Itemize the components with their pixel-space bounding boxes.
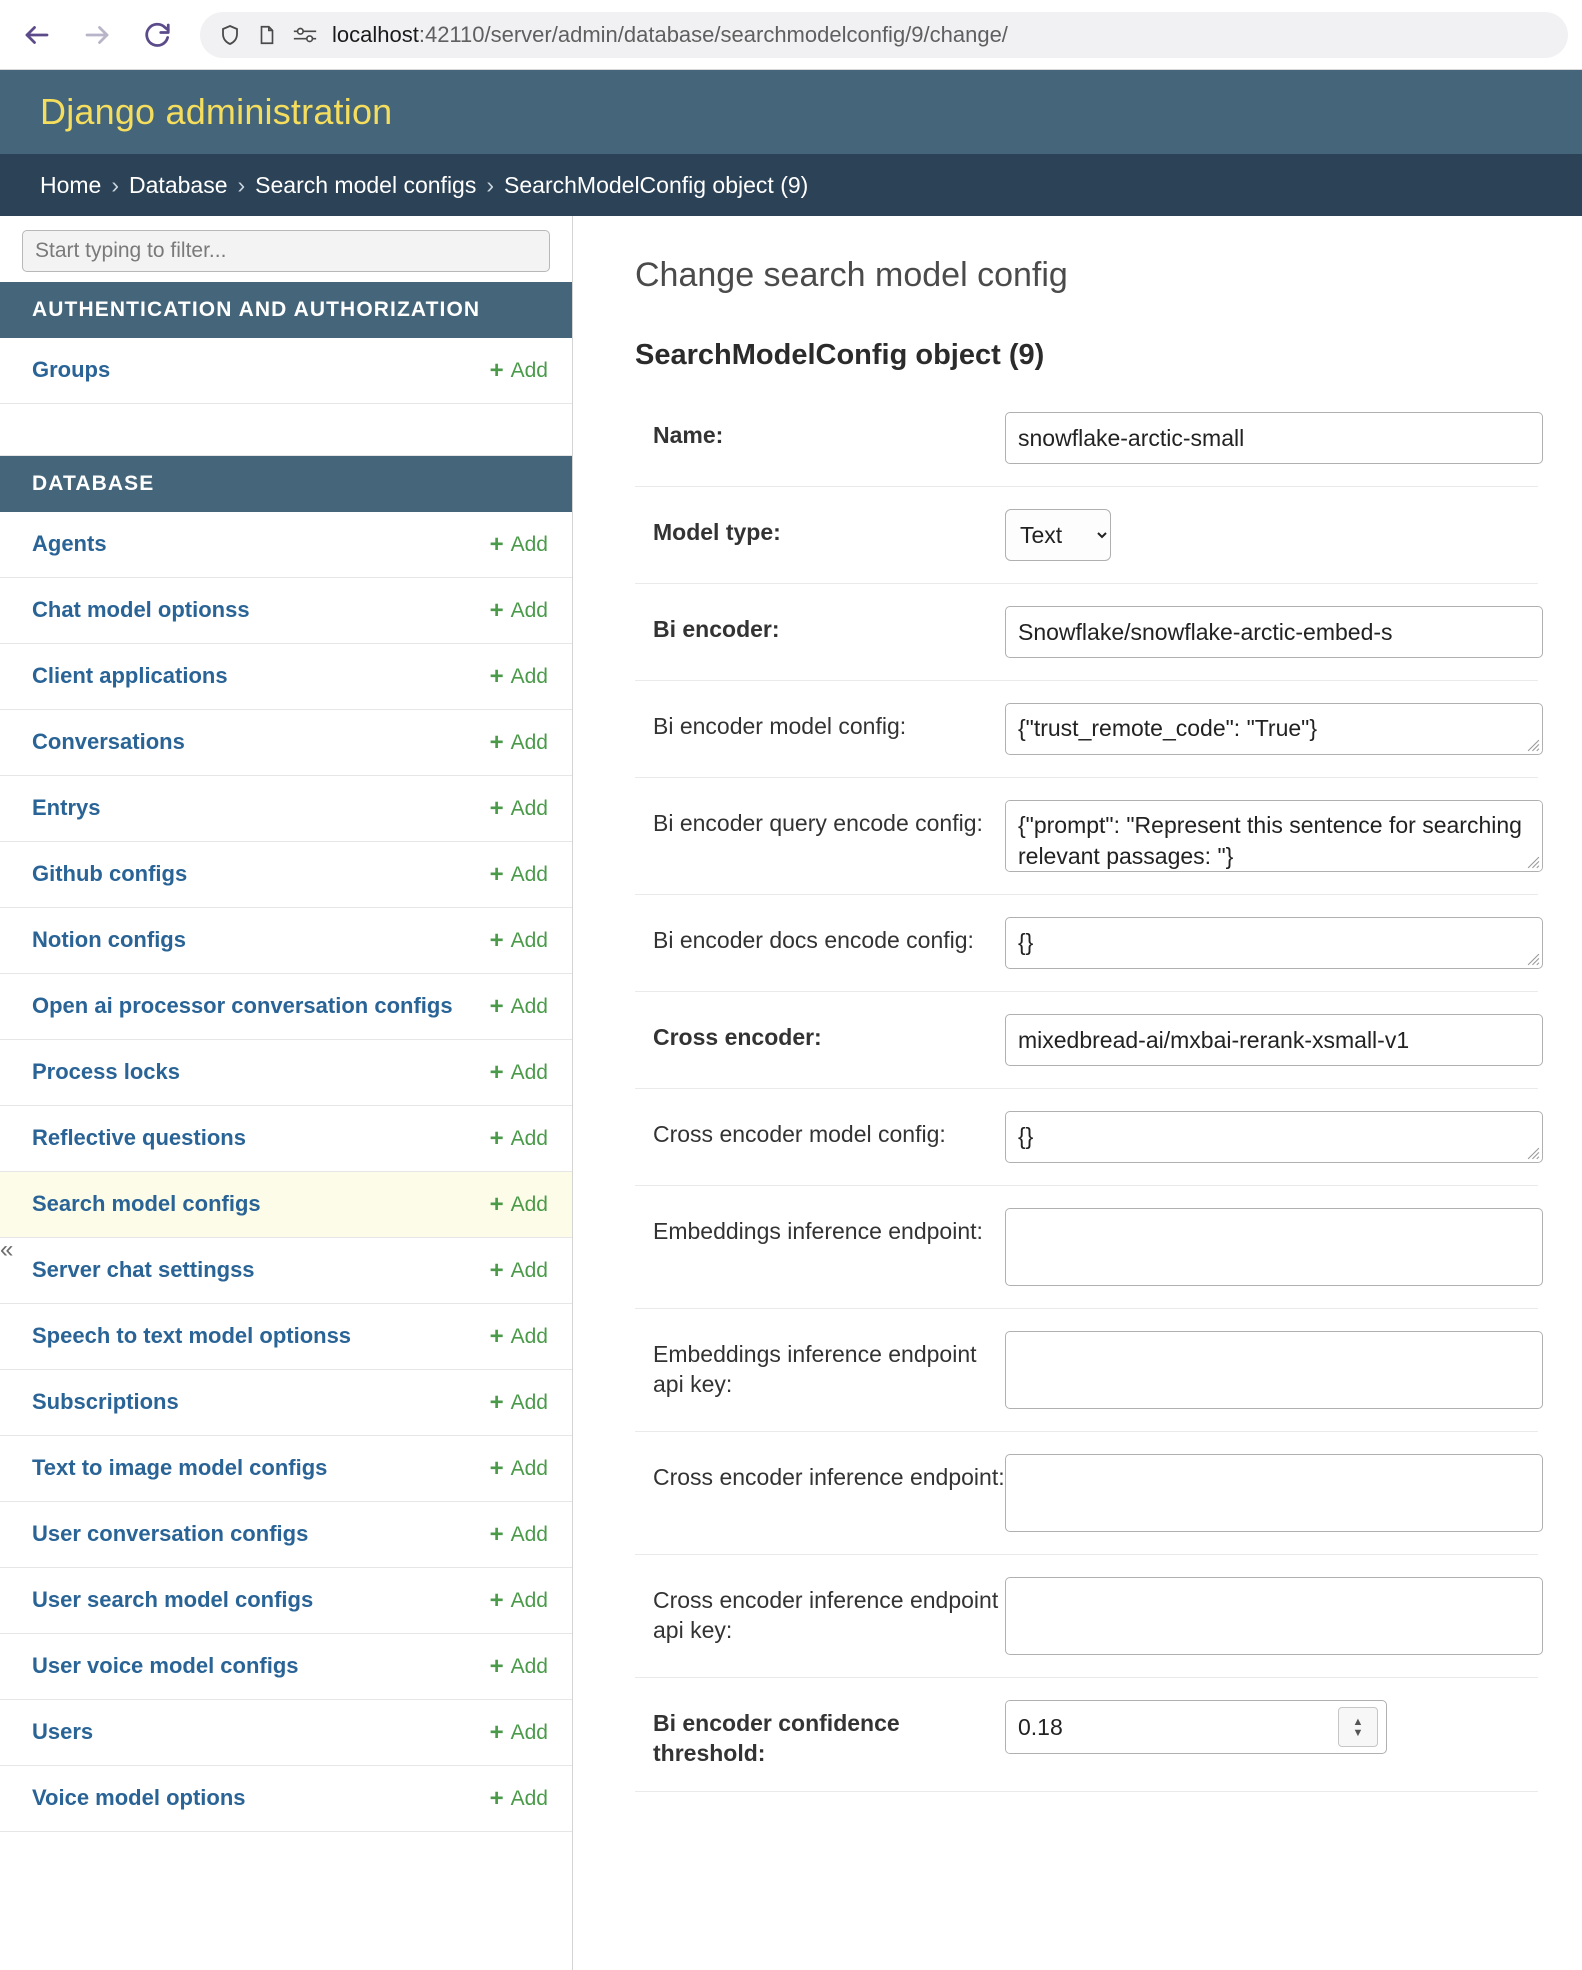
page-title: Change search model config — [635, 256, 1068, 294]
field-wrap-bi-encoder-confidence-threshold — [1005, 1700, 1538, 1754]
textarea-wrap-embeddings-inference-endpoint-api-key — [1005, 1331, 1543, 1409]
breadcrumb-search-model-configs[interactable]: Search model configs — [255, 171, 477, 198]
form-row-embeddings-inference-endpoint — [635, 1186, 1538, 1309]
form-row-bi-encoder — [635, 584, 1538, 681]
sidebar-add-link[interactable] — [489, 926, 548, 954]
forward-arrow-icon[interactable] — [74, 12, 120, 58]
reload-icon[interactable] — [134, 12, 180, 58]
sidebar-item-reflective-questions[interactable] — [0, 1106, 572, 1172]
sidebar-add-label: Add — [510, 664, 548, 688]
url-host: localhost — [332, 21, 419, 47]
browser-toolbar — [0, 0, 1582, 70]
sidebar-add-link[interactable] — [489, 794, 548, 822]
sidebar-item-process-locks[interactable] — [0, 1040, 572, 1106]
site-settings-icon[interactable] — [292, 23, 318, 47]
sidebar-add-label: Add — [510, 1324, 548, 1348]
sidebar-item-label[interactable]: Search model configs — [32, 1191, 261, 1217]
sidebar-item-label[interactable]: Users — [32, 1719, 94, 1745]
sidebar-item-label[interactable]: Agents — [32, 531, 107, 557]
quantity-stepper[interactable]: ▲ ▼ — [1338, 1707, 1378, 1747]
field-wrap-name — [1005, 412, 1543, 464]
form-row-cross-encoder-inference-endpoint-api-key — [635, 1555, 1538, 1678]
field-wrap-model-type — [1005, 509, 1538, 561]
field-wrap-cross-encoder-inference-endpoint — [1005, 1454, 1543, 1532]
sidebar-item-label[interactable]: Entrys — [32, 795, 101, 821]
sidebar-item-label[interactable]: Github configs — [32, 861, 188, 887]
field-label-bi-encoder: Bi encoder: — [653, 616, 780, 642]
back-arrow-icon[interactable] — [14, 12, 60, 58]
breadcrumb-separator: › — [486, 171, 495, 198]
form-row-model-type — [635, 487, 1538, 584]
sidebar-add-label: Add — [510, 1720, 548, 1744]
textarea-bi-encoder-model-config[interactable] — [1005, 703, 1543, 755]
plus-icon: + — [489, 1256, 504, 1284]
plus-icon: + — [489, 1322, 504, 1350]
textarea-bi-encoder-query-encode-config[interactable] — [1005, 800, 1543, 872]
sidebar-add-link[interactable] — [489, 1652, 548, 1680]
plus-icon: + — [489, 794, 504, 822]
textarea-wrap-embeddings-inference-endpoint — [1005, 1208, 1543, 1286]
input-cross-encoder[interactable] — [1005, 1014, 1543, 1066]
sidebar-add-label: Add — [510, 862, 548, 886]
sidebar-add-label: Add — [510, 358, 548, 382]
form-row-embeddings-inference-endpoint-api-key — [635, 1309, 1538, 1432]
plus-icon: + — [489, 992, 504, 1020]
textarea-embeddings-inference-endpoint-api-key[interactable] — [1005, 1331, 1543, 1409]
plus-icon: + — [489, 860, 504, 888]
sidebar-item-github-configs[interactable] — [0, 842, 572, 908]
field-label-cross-encoder-inference-endpoint: Cross encoder inference endpoint: — [653, 1464, 1005, 1490]
field-label-cross-encoder-inference-endpoint-api-key: Cross encoder inference endpoint api key: — [653, 1587, 999, 1644]
sidebar-add-label: Add — [510, 1192, 548, 1216]
page-icon — [256, 23, 278, 47]
breadcrumb-database[interactable]: Database — [129, 171, 228, 198]
sidebar-item-entrys[interactable] — [0, 776, 572, 842]
main-content — [573, 216, 1582, 1970]
sidebar-item-label[interactable]: Chat model optionss — [32, 597, 250, 623]
sidebar-item-server-chat-settingss[interactable] — [0, 1238, 572, 1304]
sidebar-add-link[interactable] — [489, 662, 548, 690]
field-label-bi-encoder-confidence-threshold: Bi encoder confidence threshold: — [653, 1710, 900, 1767]
sidebar-groups — [0, 282, 572, 1832]
textarea-wrap-cross-encoder-inference-endpoint — [1005, 1454, 1543, 1532]
object-title: SearchModelConfig object (9) — [635, 339, 1045, 371]
field-wrap-bi-encoder-docs-encode-config — [1005, 917, 1543, 969]
sidebar-item-label[interactable]: Server chat settingss — [32, 1257, 255, 1283]
breadcrumb-current: SearchModelConfig object (9) — [504, 171, 809, 198]
textarea-wrap-cross-encoder-model-config — [1005, 1111, 1543, 1163]
sidebar-item-label[interactable]: User conversation configs — [32, 1521, 309, 1547]
sidebar-item-conversations[interactable] — [0, 710, 572, 776]
breadcrumb-separator: › — [237, 171, 246, 198]
plus-icon: + — [489, 926, 504, 954]
sidebar-add-link[interactable] — [489, 728, 548, 756]
sidebar-item-label[interactable]: Notion configs — [32, 927, 186, 953]
textarea-wrap-cross-encoder-inference-endpoint-api-key — [1005, 1577, 1543, 1655]
plus-icon: + — [489, 1784, 504, 1812]
sidebar-add-label: Add — [510, 1654, 548, 1678]
sidebar-add-link[interactable] — [489, 1520, 548, 1548]
plus-icon: + — [489, 530, 504, 558]
textarea-cross-encoder-model-config[interactable] — [1005, 1111, 1543, 1163]
field-label-embeddings-inference-endpoint-api-key: Embeddings inference endpoint api key: — [653, 1341, 977, 1398]
field-label-cross-encoder: Cross encoder: — [653, 1024, 822, 1050]
sidebar-item-agents[interactable] — [0, 512, 572, 578]
sidebar — [0, 216, 573, 1970]
sidebar-add-label: Add — [510, 796, 548, 820]
textarea-embeddings-inference-endpoint[interactable] — [1005, 1208, 1543, 1286]
field-label-name: Name: — [653, 422, 724, 448]
sidebar-app-header: AUTHENTICATION AND AUTHORIZATION — [0, 282, 572, 338]
form-row-bi-encoder-query-encode-config — [635, 778, 1538, 895]
select-model-type[interactable] — [1005, 509, 1111, 561]
plus-icon: + — [489, 356, 504, 384]
sidebar-filter-input[interactable] — [22, 230, 550, 272]
sidebar-add-label: Add — [510, 1786, 548, 1810]
sidebar-item-label[interactable]: Process locks — [32, 1059, 180, 1085]
field-wrap-cross-encoder-inference-endpoint-api-key — [1005, 1577, 1543, 1655]
form-row-cross-encoder-inference-endpoint — [635, 1432, 1538, 1555]
sidebar-add-link[interactable] — [489, 992, 548, 1020]
sidebar-item-voice-model-options[interactable] — [0, 1766, 572, 1832]
textarea-wrap-bi-encoder-query-encode-config — [1005, 800, 1543, 872]
sidebar-filter-wrap — [0, 216, 572, 282]
sidebar-add-label: Add — [510, 730, 548, 754]
sidebar-item-subscriptions[interactable] — [0, 1370, 572, 1436]
input-name[interactable] — [1005, 412, 1543, 464]
sidebar-add-link[interactable] — [489, 1586, 548, 1614]
sidebar-add-link[interactable] — [489, 530, 548, 558]
plus-icon: + — [489, 1718, 504, 1746]
sidebar-item-label[interactable]: Open ai processor conversation configs — [32, 993, 453, 1019]
sidebar-app-header: DATABASE — [0, 456, 572, 512]
sidebar-item-user-search-model-configs[interactable] — [0, 1568, 572, 1634]
sidebar-item-label[interactable]: Text to image model configs — [32, 1455, 328, 1481]
field-label-bi-encoder-model-config: Bi encoder model config: — [653, 713, 907, 739]
sidebar-item-label[interactable]: Conversations — [32, 729, 185, 755]
field-label-embeddings-inference-endpoint: Embeddings inference endpoint: — [653, 1218, 983, 1244]
sidebar-item-client-applications[interactable] — [0, 644, 572, 710]
sidebar-item-label[interactable]: Speech to text model optionss — [32, 1323, 352, 1349]
sidebar-add-link[interactable] — [489, 1718, 548, 1746]
field-label-cross-encoder-model-config: Cross encoder model config: — [653, 1121, 946, 1147]
field-wrap-embeddings-inference-endpoint-api-key — [1005, 1331, 1543, 1409]
sidebar-item-user-conversation-configs[interactable] — [0, 1502, 572, 1568]
sidebar-item-label[interactable]: Groups — [32, 357, 111, 383]
sidebar-item-text-to-image-model-configs[interactable] — [0, 1436, 572, 1502]
sidebar-item-speech-to-text-model-optionss[interactable] — [0, 1304, 572, 1370]
sidebar-item-users[interactable] — [0, 1700, 572, 1766]
sidebar-add-label: Add — [510, 598, 548, 622]
plus-icon: + — [489, 1190, 504, 1218]
sidebar-add-link[interactable] — [489, 1454, 548, 1482]
sidebar-group-spacer — [0, 404, 572, 456]
sidebar-add-link[interactable] — [489, 1124, 548, 1152]
form-row-cross-encoder-model-config — [635, 1089, 1538, 1186]
sidebar-add-label: Add — [510, 994, 548, 1018]
sidebar-add-label: Add — [510, 928, 548, 952]
sidebar-item-notion-configs[interactable] — [0, 908, 572, 974]
breadcrumb — [0, 154, 1582, 216]
plus-icon: + — [489, 1652, 504, 1680]
form-row-bi-encoder-confidence-threshold — [635, 1678, 1538, 1792]
sidebar-add-label: Add — [510, 1390, 548, 1414]
plus-icon: + — [489, 1586, 504, 1614]
change-form — [635, 390, 1538, 1792]
sidebar-add-link[interactable] — [489, 1058, 548, 1086]
django-header — [0, 70, 1582, 154]
field-label-bi-encoder-docs-encode-config: Bi encoder docs encode config: — [653, 927, 974, 953]
sidebar-add-link[interactable] — [489, 596, 548, 624]
url-text — [332, 22, 1008, 48]
plus-icon: + — [489, 1520, 504, 1548]
page-body — [0, 216, 1582, 1970]
sidebar-item-user-voice-model-configs[interactable] — [0, 1634, 572, 1700]
sidebar-add-link[interactable] — [489, 356, 548, 384]
sidebar-add-link[interactable] — [489, 1784, 548, 1812]
sidebar-collapse-toggle[interactable]: « — [0, 1236, 14, 1263]
sidebar-add-label: Add — [510, 1258, 548, 1282]
plus-icon: + — [489, 728, 504, 756]
site-title[interactable]: Django administration — [40, 91, 393, 132]
field-wrap-bi-encoder-query-encode-config — [1005, 800, 1543, 872]
sidebar-add-link[interactable] — [489, 1322, 548, 1350]
sidebar-add-label: Add — [510, 1588, 548, 1612]
sidebar-add-label: Add — [510, 1126, 548, 1150]
sidebar-add-label: Add — [510, 1456, 548, 1480]
textarea-wrap-bi-encoder-docs-encode-config — [1005, 917, 1543, 969]
sidebar-add-link[interactable] — [489, 860, 548, 888]
plus-icon: + — [489, 1058, 504, 1086]
plus-icon: + — [489, 1388, 504, 1416]
sidebar-item-label[interactable]: Subscriptions — [32, 1389, 179, 1415]
form-row-cross-encoder — [635, 992, 1538, 1089]
textarea-bi-encoder-docs-encode-config[interactable] — [1005, 917, 1543, 969]
form-row-bi-encoder-model-config — [635, 681, 1538, 778]
form-row-bi-encoder-docs-encode-config — [635, 895, 1538, 992]
sidebar-add-label: Add — [510, 532, 548, 556]
sidebar-item-groups[interactable] — [0, 338, 572, 404]
breadcrumb-home[interactable]: Home — [40, 171, 102, 198]
plus-icon: + — [489, 1454, 504, 1482]
sidebar-add-label: Add — [510, 1060, 548, 1084]
number-field-bi-encoder-confidence-threshold — [1005, 1700, 1387, 1754]
sidebar-item-label[interactable]: User voice model configs — [32, 1653, 299, 1679]
shield-icon — [218, 23, 242, 47]
sidebar-item-search-model-configs[interactable] — [0, 1172, 572, 1238]
sidebar-item-label[interactable]: Client applications — [32, 663, 228, 689]
plus-icon: + — [489, 662, 504, 690]
url-path: :42110/server/admin/database/searchmodelconfig/9/change/ — [418, 21, 1008, 47]
field-wrap-bi-encoder-model-config — [1005, 703, 1543, 755]
field-wrap-cross-encoder-model-config — [1005, 1111, 1543, 1163]
sidebar-add-link[interactable] — [489, 1388, 548, 1416]
form-row-name — [635, 390, 1538, 487]
input-bi-encoder-confidence-threshold[interactable] — [1006, 1701, 1338, 1753]
plus-icon: + — [489, 596, 504, 624]
textarea-wrap-bi-encoder-model-config — [1005, 703, 1543, 755]
field-label-model-type: Model type: — [653, 519, 781, 545]
address-bar[interactable] — [200, 12, 1568, 58]
field-wrap-cross-encoder — [1005, 1014, 1543, 1066]
plus-icon: + — [489, 1124, 504, 1152]
textarea-cross-encoder-inference-endpoint-api-key[interactable] — [1005, 1577, 1543, 1655]
input-bi-encoder[interactable] — [1005, 606, 1543, 658]
textarea-cross-encoder-inference-endpoint[interactable] — [1005, 1454, 1543, 1532]
sidebar-add-link[interactable] — [489, 1256, 548, 1284]
field-label-bi-encoder-query-encode-config: Bi encoder query encode config: — [653, 810, 983, 836]
field-wrap-embeddings-inference-endpoint — [1005, 1208, 1543, 1286]
sidebar-item-open-ai-processor-conversation-configs[interactable] — [0, 974, 572, 1040]
sidebar-item-label[interactable]: User search model configs — [32, 1587, 314, 1613]
breadcrumb-separator: › — [111, 171, 120, 198]
sidebar-item-label[interactable]: Voice model options — [32, 1785, 246, 1811]
field-wrap-bi-encoder — [1005, 606, 1543, 658]
sidebar-item-label[interactable]: Reflective questions — [32, 1125, 246, 1151]
sidebar-add-label: Add — [510, 1522, 548, 1546]
sidebar-add-link[interactable] — [489, 1190, 548, 1218]
sidebar-item-chat-model-optionss[interactable] — [0, 578, 572, 644]
